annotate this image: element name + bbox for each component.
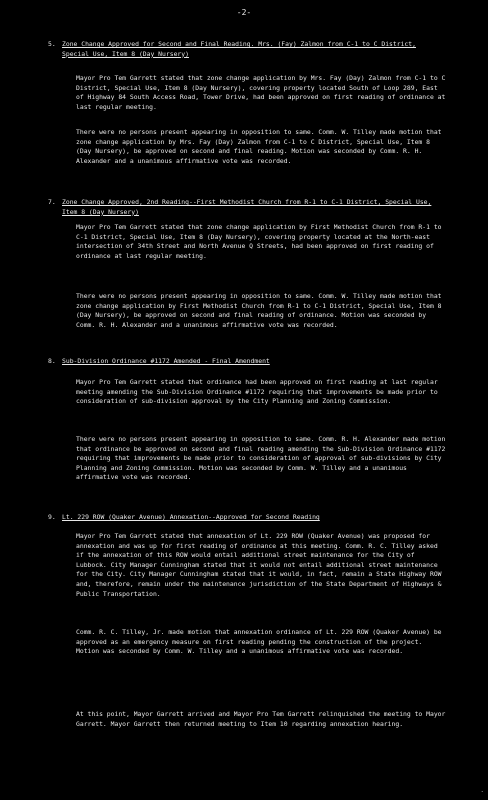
paragraph: At this point, Mayor Garrett arrived and Mayor Pro Tem Garrett relinquished the meeting to Mayor Garrett. Mayor Garrett then returned meeting to Item 10 regarding annexation hearing. <box>76 710 446 728</box>
item-heading <box>48 40 442 59</box>
item-number: 5. <box>48 40 56 48</box>
item-number: 8. <box>48 357 56 365</box>
item-heading-text: Zone Change Approved, 2nd Reading--First Methodist Church from R-1 to C-1 District, Special Use, Item 8 (Day Nursery) <box>62 198 432 216</box>
item-heading <box>48 357 442 367</box>
item-body <box>76 292 446 330</box>
item-body <box>76 532 446 599</box>
paragraph: Mayor Pro Tem Garrett stated that annexation of Lt. 229 ROW (Quaker Avenue) was proposed for annexation and was up for first reading of ordinance at this meeting. Comm. R. C. Tilley asked if the annexation of this ROW would entail additional street maintenance for the City of Lubbock. City Manager Cunningham stated that it would not entail additional street maintenance for the City. City Manager Cunningham stated that it would, in fact, remain a State Highway ROW and, therefore, remain under the maintenance jurisdiction of the State Department of Highways & Public Transportation. <box>76 532 442 598</box>
item-body <box>76 435 446 483</box>
item-heading <box>48 513 442 523</box>
paragraph: Mayor Pro Tem Garrett stated that zone change application by First Methodist Church from R-1 to C-1 District, Special Use, Item 8 (Day Nursery), covering property located at the North-east intersection of 34th Street and North Avenue Q Streets, had been approved on first reading of ordinance at last regular meeting. <box>76 223 442 260</box>
item-number: 7. <box>48 198 56 206</box>
item-body <box>76 378 446 407</box>
paragraph: Comm. R. C. Tilley, Jr. made motion that annexation ordinance of Lt. 229 ROW (Quaker Avenue) be approved as an emergency measure on first reading pending the construction of the project. Motion was seconded by Comm. W. Tilley and a unanimous affirmative vote was recorded. <box>76 628 442 656</box>
item-body <box>76 74 446 112</box>
paragraph: There were no persons present appearing in opposition to same. Comm. W. Tilley made motion that zone change application by First Methodist Church from R-1 to C-1 District, Special Use, Item 8 (Day Nursery), be approved on second and final reading of ordinance. Motion was seconded by Comm. R. H. Alexander and a unanimous affirmative vote was recorded. <box>76 292 442 329</box>
paragraph: There were no persons present appearing in opposition to same. Comm. W. Tilley made motion that zone change application by Mrs. Fay (Day) Zalmon from C-1 to C District, Special Use, Item 8 (Day Nursery), be approved on second and final reading. Motion was seconded by Comm. R. H. Alexander and a unanimous affirmative vote was recorded. <box>76 128 442 165</box>
item-body <box>76 628 446 657</box>
item-heading <box>48 198 442 217</box>
item-number: 9. <box>48 513 56 521</box>
item-heading-text: Lt. 229 ROW (Quaker Avenue) Annexation--Approved for Second Reading <box>62 513 320 521</box>
item-heading-text: Zone Change Approved for Second and Final Reading. Mrs. (Fay) Zalmon from C-1 to C District, Special Use, Item 8 (Day Nursery) <box>62 40 416 58</box>
corner-mark: . <box>480 787 484 794</box>
page-number: -2- <box>236 8 252 17</box>
item-body <box>76 223 446 261</box>
item-heading-text: Sub-Division Ordinance #1172 Amended - Final Amendment <box>62 357 270 365</box>
paragraph: There were no persons present appearing in opposition to same. Comm. R. H. Alexander made motion that ordinance be approved on second and final reading amending the Sub-Division Ordinance #1172 requiring that improvements be made prior to consideration of approval of sub-divisions by City Planning and Zoning Commission. Motion was seconded by Comm. W. Tilley and a unanimous affirmative vote was recorded. <box>76 435 446 482</box>
paragraph: Mayor Pro Tem Garrett stated that ordinance had been approved on first reading at last regular meeting amending the Sub-Division Ordinance #1172 requiring that improvements be made prior to consideration of sub-division approval by the City Planning and Zoning Commission. <box>76 378 438 406</box>
item-body <box>76 128 446 166</box>
item-body <box>76 710 446 729</box>
paragraph: Mayor Pro Tem Garrett stated that zone change application by Mrs. Fay (Day) Zalmon from C-1 to C District, Special Use, Item 8 (Day Nursery), covering property located South of Loop 289, East of Highway 84 South Access Road, Tower Drive, had been approved on first reading of ordinance at last regular meeting. <box>76 74 446 111</box>
